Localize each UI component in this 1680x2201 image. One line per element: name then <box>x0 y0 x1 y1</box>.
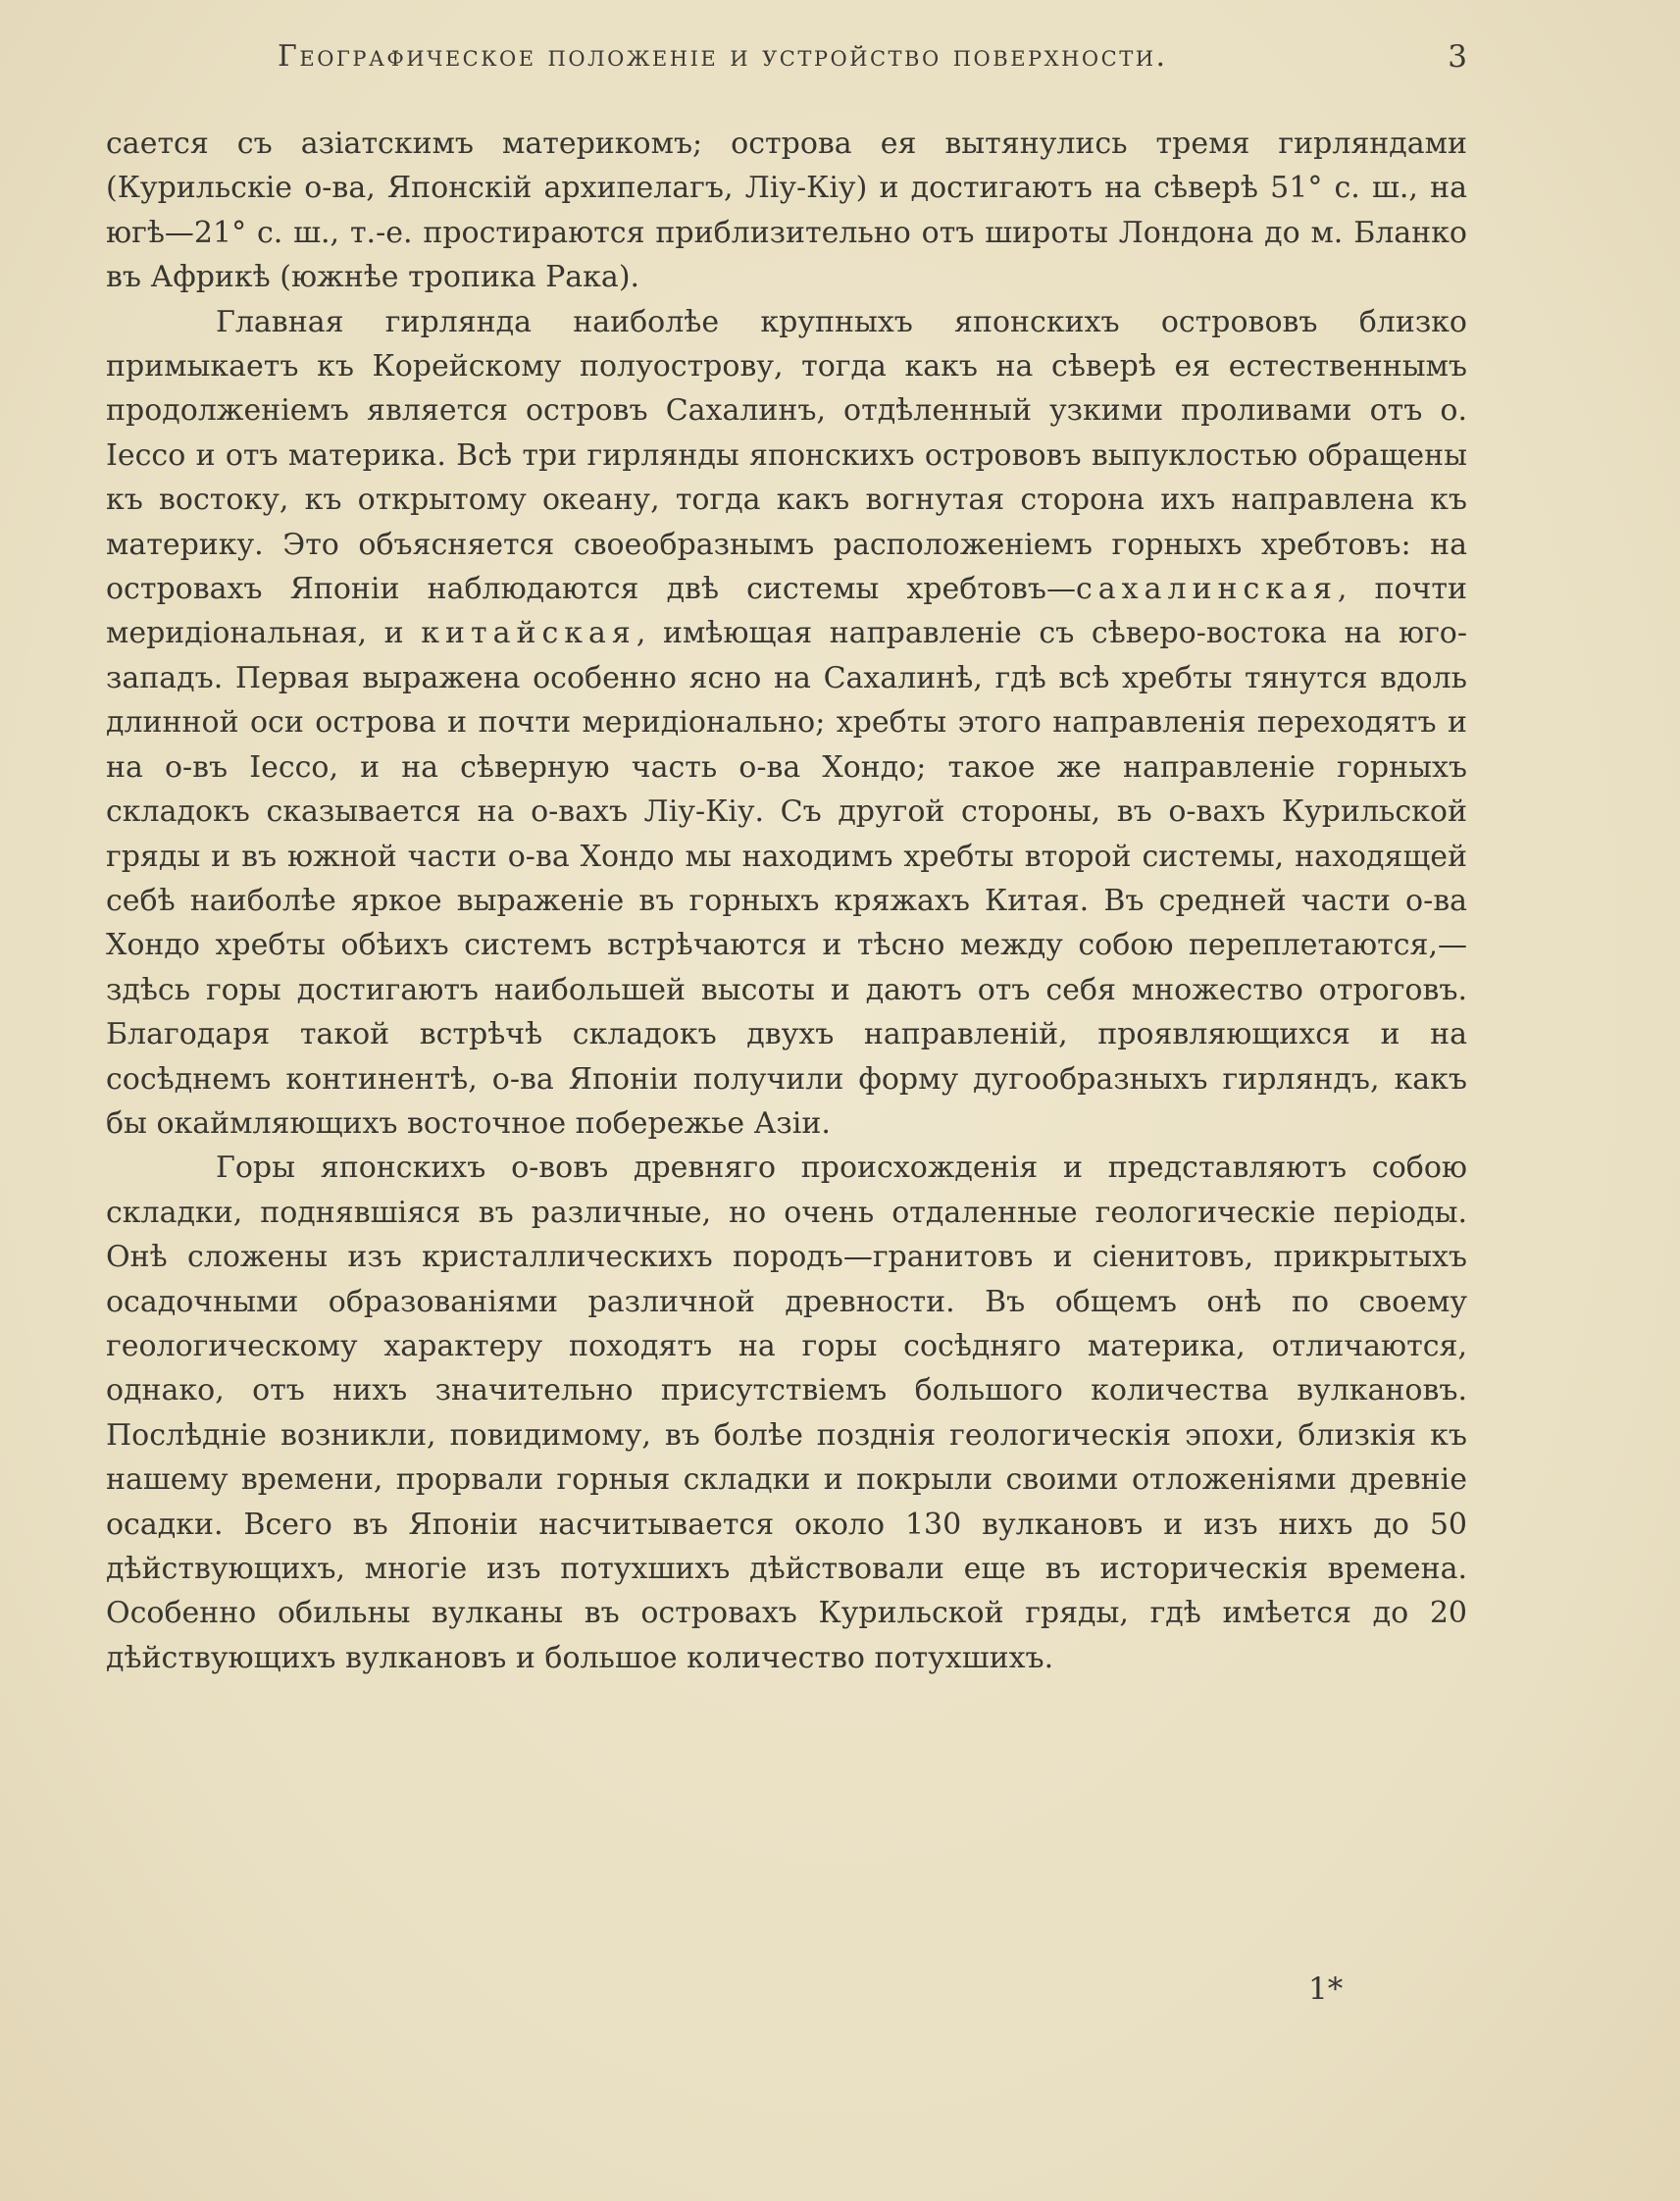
paragraph-volcanoes: Горы японскихъ о-вовъ древняго происхожденія и представляютъ собою складки, поднявшіяся въ различные, но очень отдаленные геологическіе періоды. Онѣ сложены изъ кристаллическихъ породъ—гранитовъ и сіенитовъ, прикрытыхъ осадочными образованіями различной древности. Въ общемъ онѣ по своему геологическому характеру походятъ на горы сосѣдняго материка, отличаются, однако, отъ нихъ значительно присутствіемъ большого количества вулкановъ. Послѣдніе возникли, повидимому, въ болѣе позднія геологическія эпохи, близкія къ нашему времени, прорвали горныя складки и покрыли своими отложеніями древніе осадки. Всего въ Японіи насчитывается около 130 вулкановъ и изъ нихъ до 50 дѣйствующихъ, многіе изъ потухшихъ дѣйствовали еще въ историческія времена. Особенно обильны вулканы въ островахъ Курильской гряды, гдѣ имѣется до 20 дѣйствующихъ вулкановъ и большое количество потухшихъ. <box>106 1151 1467 1675</box>
body-text <box>106 122 1467 1680</box>
paragraph-garlands-part1: Главная гирлянда наиболѣе крупныхъ японскихъ острововъ близко примыкаетъ къ Корейскому полуострову, тогда какъ на сѣверѣ ея естественнымъ продолженіемъ является островъ Сахалинъ, отдѣленный узкими проливами отъ о. Іессо и отъ материка. Всѣ три гирлянды японскихъ острововъ выпуклостью обращены къ востоку, къ открытому океану, тогда какъ вогнутая сторона ихъ направлена къ материку. Это объясняется своеобразнымъ расположеніемъ горныхъ хребтовъ: на островахъ Японіи наблюдаются двѣ системы хребтовъ— <box>106 304 1467 607</box>
running-title: Географическое положеніе и устройство поверхности. <box>278 39 1168 74</box>
paragraph-continued: сается съ азіатскимъ материкомъ; острова ея вытянулись тремя гирляндами (Курильскіе о-ва, Японскій архипелагъ, Ліу-Кіу) и достигаютъ на сѣверѣ 51° с. ш., на югѣ—21° с. ш., т.-е. простираются приблизительно отъ широты Лондона до м. Бланко въ Африкѣ (южнѣе тропика Рака). <box>106 127 1467 295</box>
running-header <box>106 39 1467 94</box>
page-number: 3 <box>1448 39 1467 75</box>
signature-mark: 1* <box>1308 1971 1344 2007</box>
term-sakhalin-system: сахалинская <box>1075 572 1338 607</box>
term-chinese-system: китайская <box>421 616 636 651</box>
paragraph-garlands-part2: , почти меридіональная, и <box>106 572 1467 651</box>
paragraph-garlands <box>106 300 1467 1147</box>
paragraph-garlands-part3: , имѣющая направленіе съ сѣверо-востока на юго-западъ. Первая выражена особенно ясно на Сахалинѣ, гдѣ всѣ хребты тянутся вдоль длинной оси острова и почти меридіонально; хребты этого направленія переходятъ и на о-въ Іессо, и на сѣверную часть о-ва Хондо; такое же направленіе горныхъ складокъ сказывается на о-вахъ Ліу-Кіу. Съ другой стороны, въ о-вахъ Курильской гряды и въ южной части о-ва Хондо мы находимъ хребты второй системы, находящей себѣ наиболѣе яркое выраженіе въ горныхъ кряжахъ Китая. Въ средней части о-ва Хондо хребты обѣихъ системъ встрѣчаются и тѣсно между собою переплетаются,—здѣсь горы достигаютъ наибольшей высоты и даютъ отъ себя множество отроговъ. Благодаря такой встрѣчѣ складокъ двухъ направленій, проявляющихся и на сосѣднемъ континентѣ, о-ва Японіи получили форму дугообразныхъ гирляндъ, какъ бы окаймляющихъ восточное побережье Азіи. <box>106 616 1467 1141</box>
